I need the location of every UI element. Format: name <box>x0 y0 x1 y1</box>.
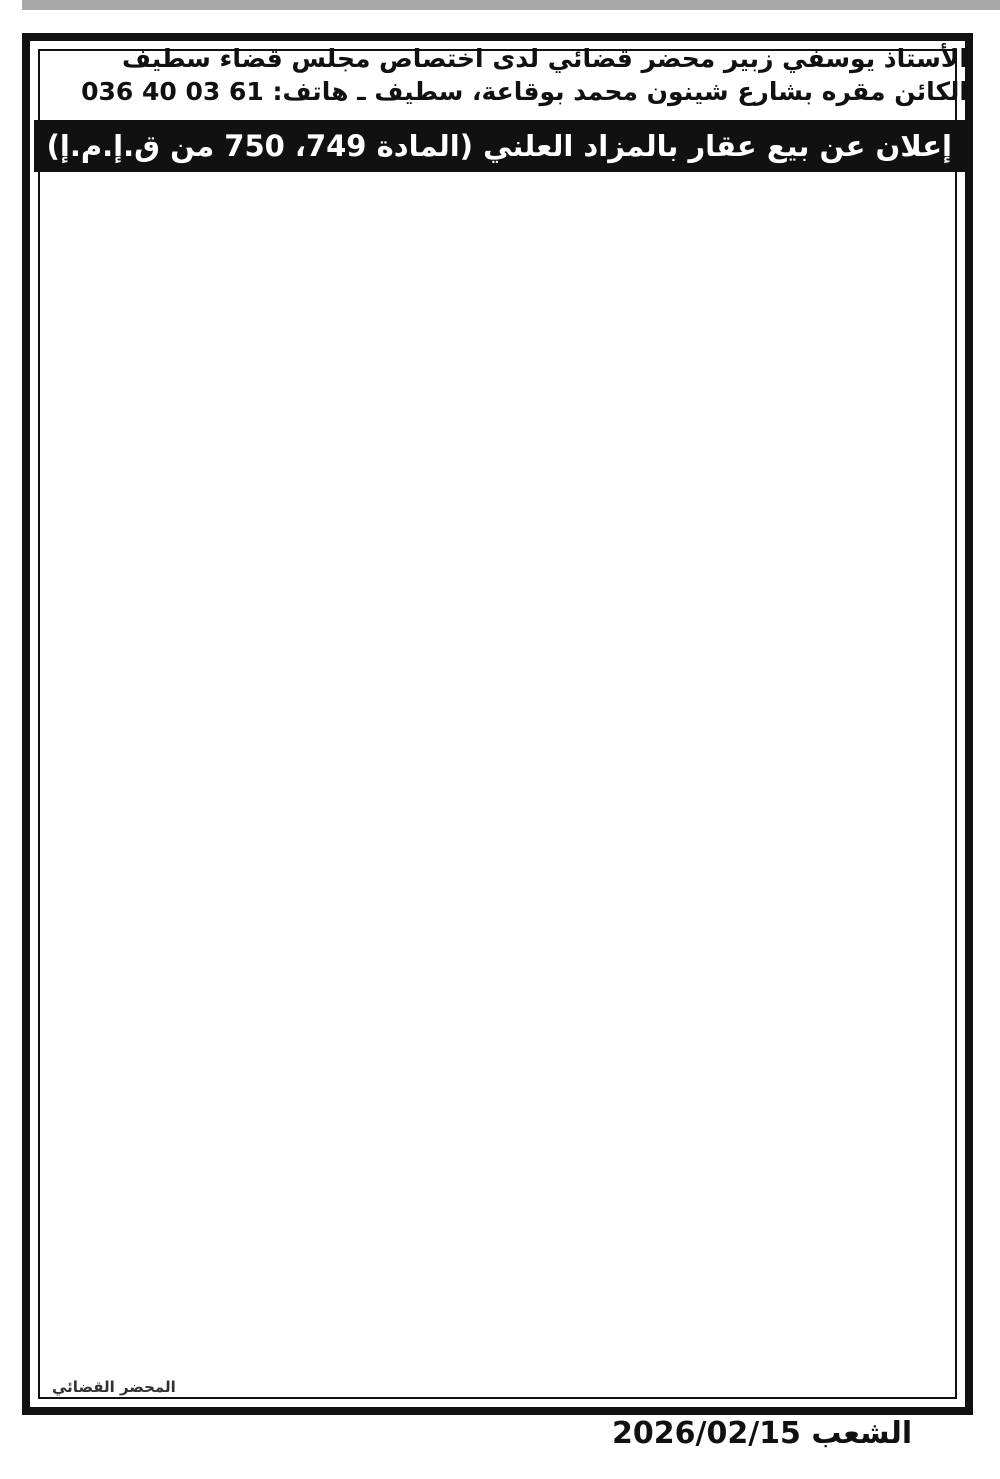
publication-name: الشعب <box>811 1416 913 1451</box>
publication-date: 2026/02/15 <box>612 1416 801 1451</box>
notice-title: إعلان عن بيع عقار بالمزاد العلني (المادة 749، 750 من ق.إ.م.إ) <box>34 120 968 172</box>
top-gray-bar <box>22 0 1000 10</box>
notice-body-illegible <box>34 172 968 1292</box>
notice-content <box>34 42 968 1292</box>
publication-footer <box>612 1416 912 1451</box>
issuer-line-2 <box>34 75 968 108</box>
bailiff-signature: المحضر القضائي <box>52 1378 176 1396</box>
issuer-phone: 036 40 03 61 <box>81 77 264 106</box>
issuer-address: الكائن مقره بشارع شينون محمد بوقاعة، سطيف ـ هاتف: <box>272 77 968 106</box>
issuer-line-1: الأستاذ يوسفي زبير محضر قضائي لدى اختصاص مجلس قضاء سطيف <box>121 44 968 73</box>
